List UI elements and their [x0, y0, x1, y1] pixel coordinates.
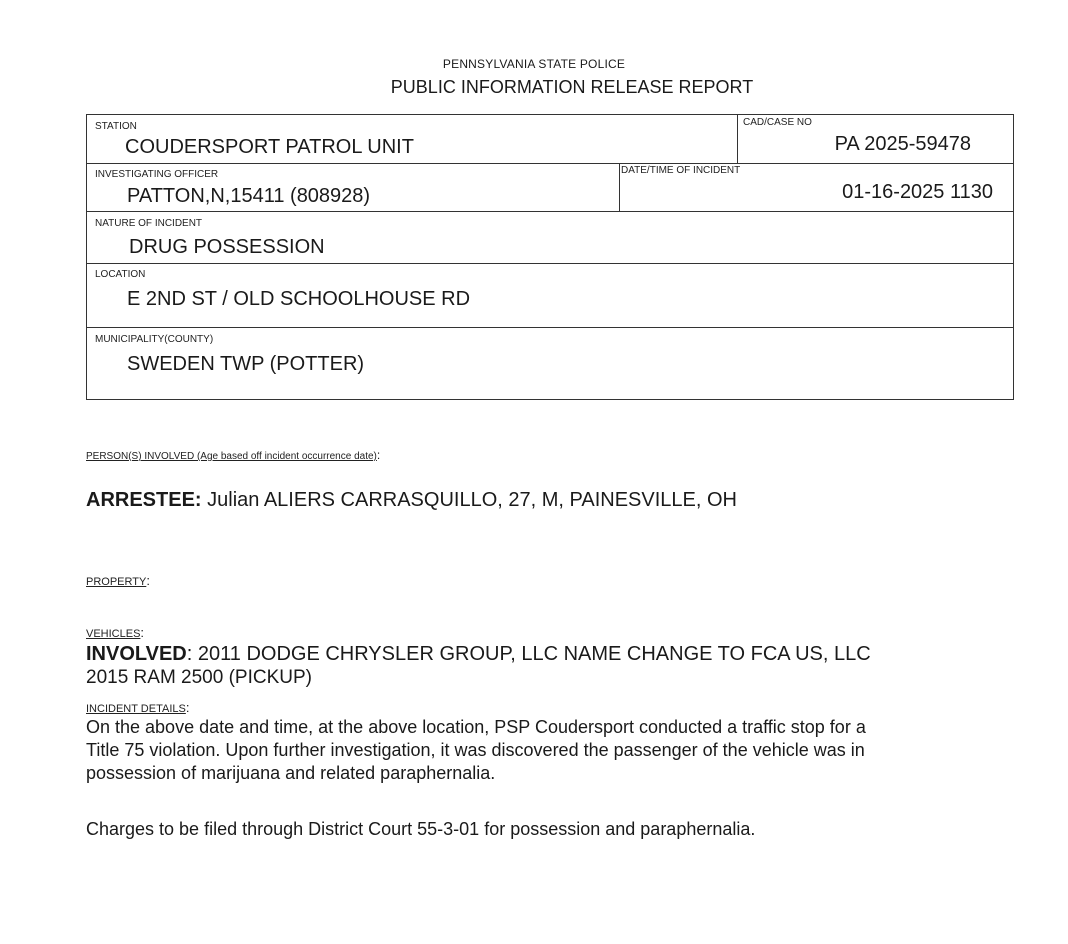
officer-value: PATTON,N,15411 (808928) — [127, 185, 371, 207]
case-number-value: PA 2025-59478 — [834, 133, 971, 155]
location-value: E 2ND ST / OLD SCHOOLHOUSE RD — [127, 288, 471, 310]
incident-section-heading: INCIDENT DETAILS: — [86, 700, 190, 715]
vehicle-entry — [86, 641, 871, 689]
arrestee-details: Julian ALIERS CARRASQUILLO, 27, M, PAINESVILLE, OH — [201, 489, 737, 511]
incident-form — [86, 114, 1014, 400]
incident-line-1: On the above date and time, at the above location, PSP Coudersport conducted a traffic stop for a — [86, 717, 866, 737]
vehicle-line-2: 2015 RAM 2500 (PICKUP) — [86, 667, 312, 688]
charges-statement: Charges to be filed through District Court 55-3-01 for possession and paraphernalia. — [86, 819, 756, 839]
datetime-value: 01-16-2025 1130 — [842, 181, 993, 203]
persons-label: PERSON(S) INVOLVED (Age based off incident occurrence date) — [86, 451, 377, 462]
incident-line-3: possession of marijuana and related paraphernalia. — [86, 763, 496, 783]
vehicles-label: VEHICLES — [86, 628, 141, 640]
agency-name: PENNSYLVANIA STATE POLICE — [442, 57, 626, 71]
nature-value: DRUG POSSESSION — [129, 236, 325, 258]
arrestee-role: ARRESTEE: — [86, 489, 202, 511]
arrestee-line — [86, 489, 737, 512]
vehicle-line-1: : 2011 DODGE CHRYSLER GROUP, LLC NAME CHANGE TO FCA US, LLC — [186, 643, 871, 665]
station-label: STATION — [95, 121, 137, 132]
incident-line-2: Title 75 violation. Upon further investigation, it was discovered the passenger of the vehicle was in — [86, 740, 865, 760]
incident-label: INCIDENT DETAILS — [86, 703, 186, 715]
datetime-label: DATE/TIME OF INCIDENT — [621, 165, 741, 176]
officer-label: INVESTIGATING OFFICER — [95, 169, 219, 180]
case-number-label: CAD/CASE NO — [743, 117, 812, 128]
nature-label: NATURE OF INCIDENT — [95, 218, 203, 229]
incident-narrative — [86, 716, 1046, 785]
report-title: PUBLIC INFORMATION RELEASE REPORT — [390, 77, 754, 97]
vehicles-section-heading: VEHICLES: — [86, 625, 145, 640]
property-label: PROPERTY — [86, 576, 147, 588]
municipality-value: SWEDEN TWP (POTTER) — [127, 353, 365, 375]
municipality-label: MUNICIPALITY(COUNTY) — [95, 334, 214, 345]
location-label: LOCATION — [95, 269, 146, 280]
vehicle-role: INVOLVED — [86, 643, 187, 665]
persons-section-heading: PERSON(S) INVOLVED (Age based off incident occurrence date): — [86, 448, 381, 462]
station-value: COUDERSPORT PATROL UNIT — [125, 136, 414, 158]
property-section-heading: PROPERTY: — [86, 573, 150, 588]
